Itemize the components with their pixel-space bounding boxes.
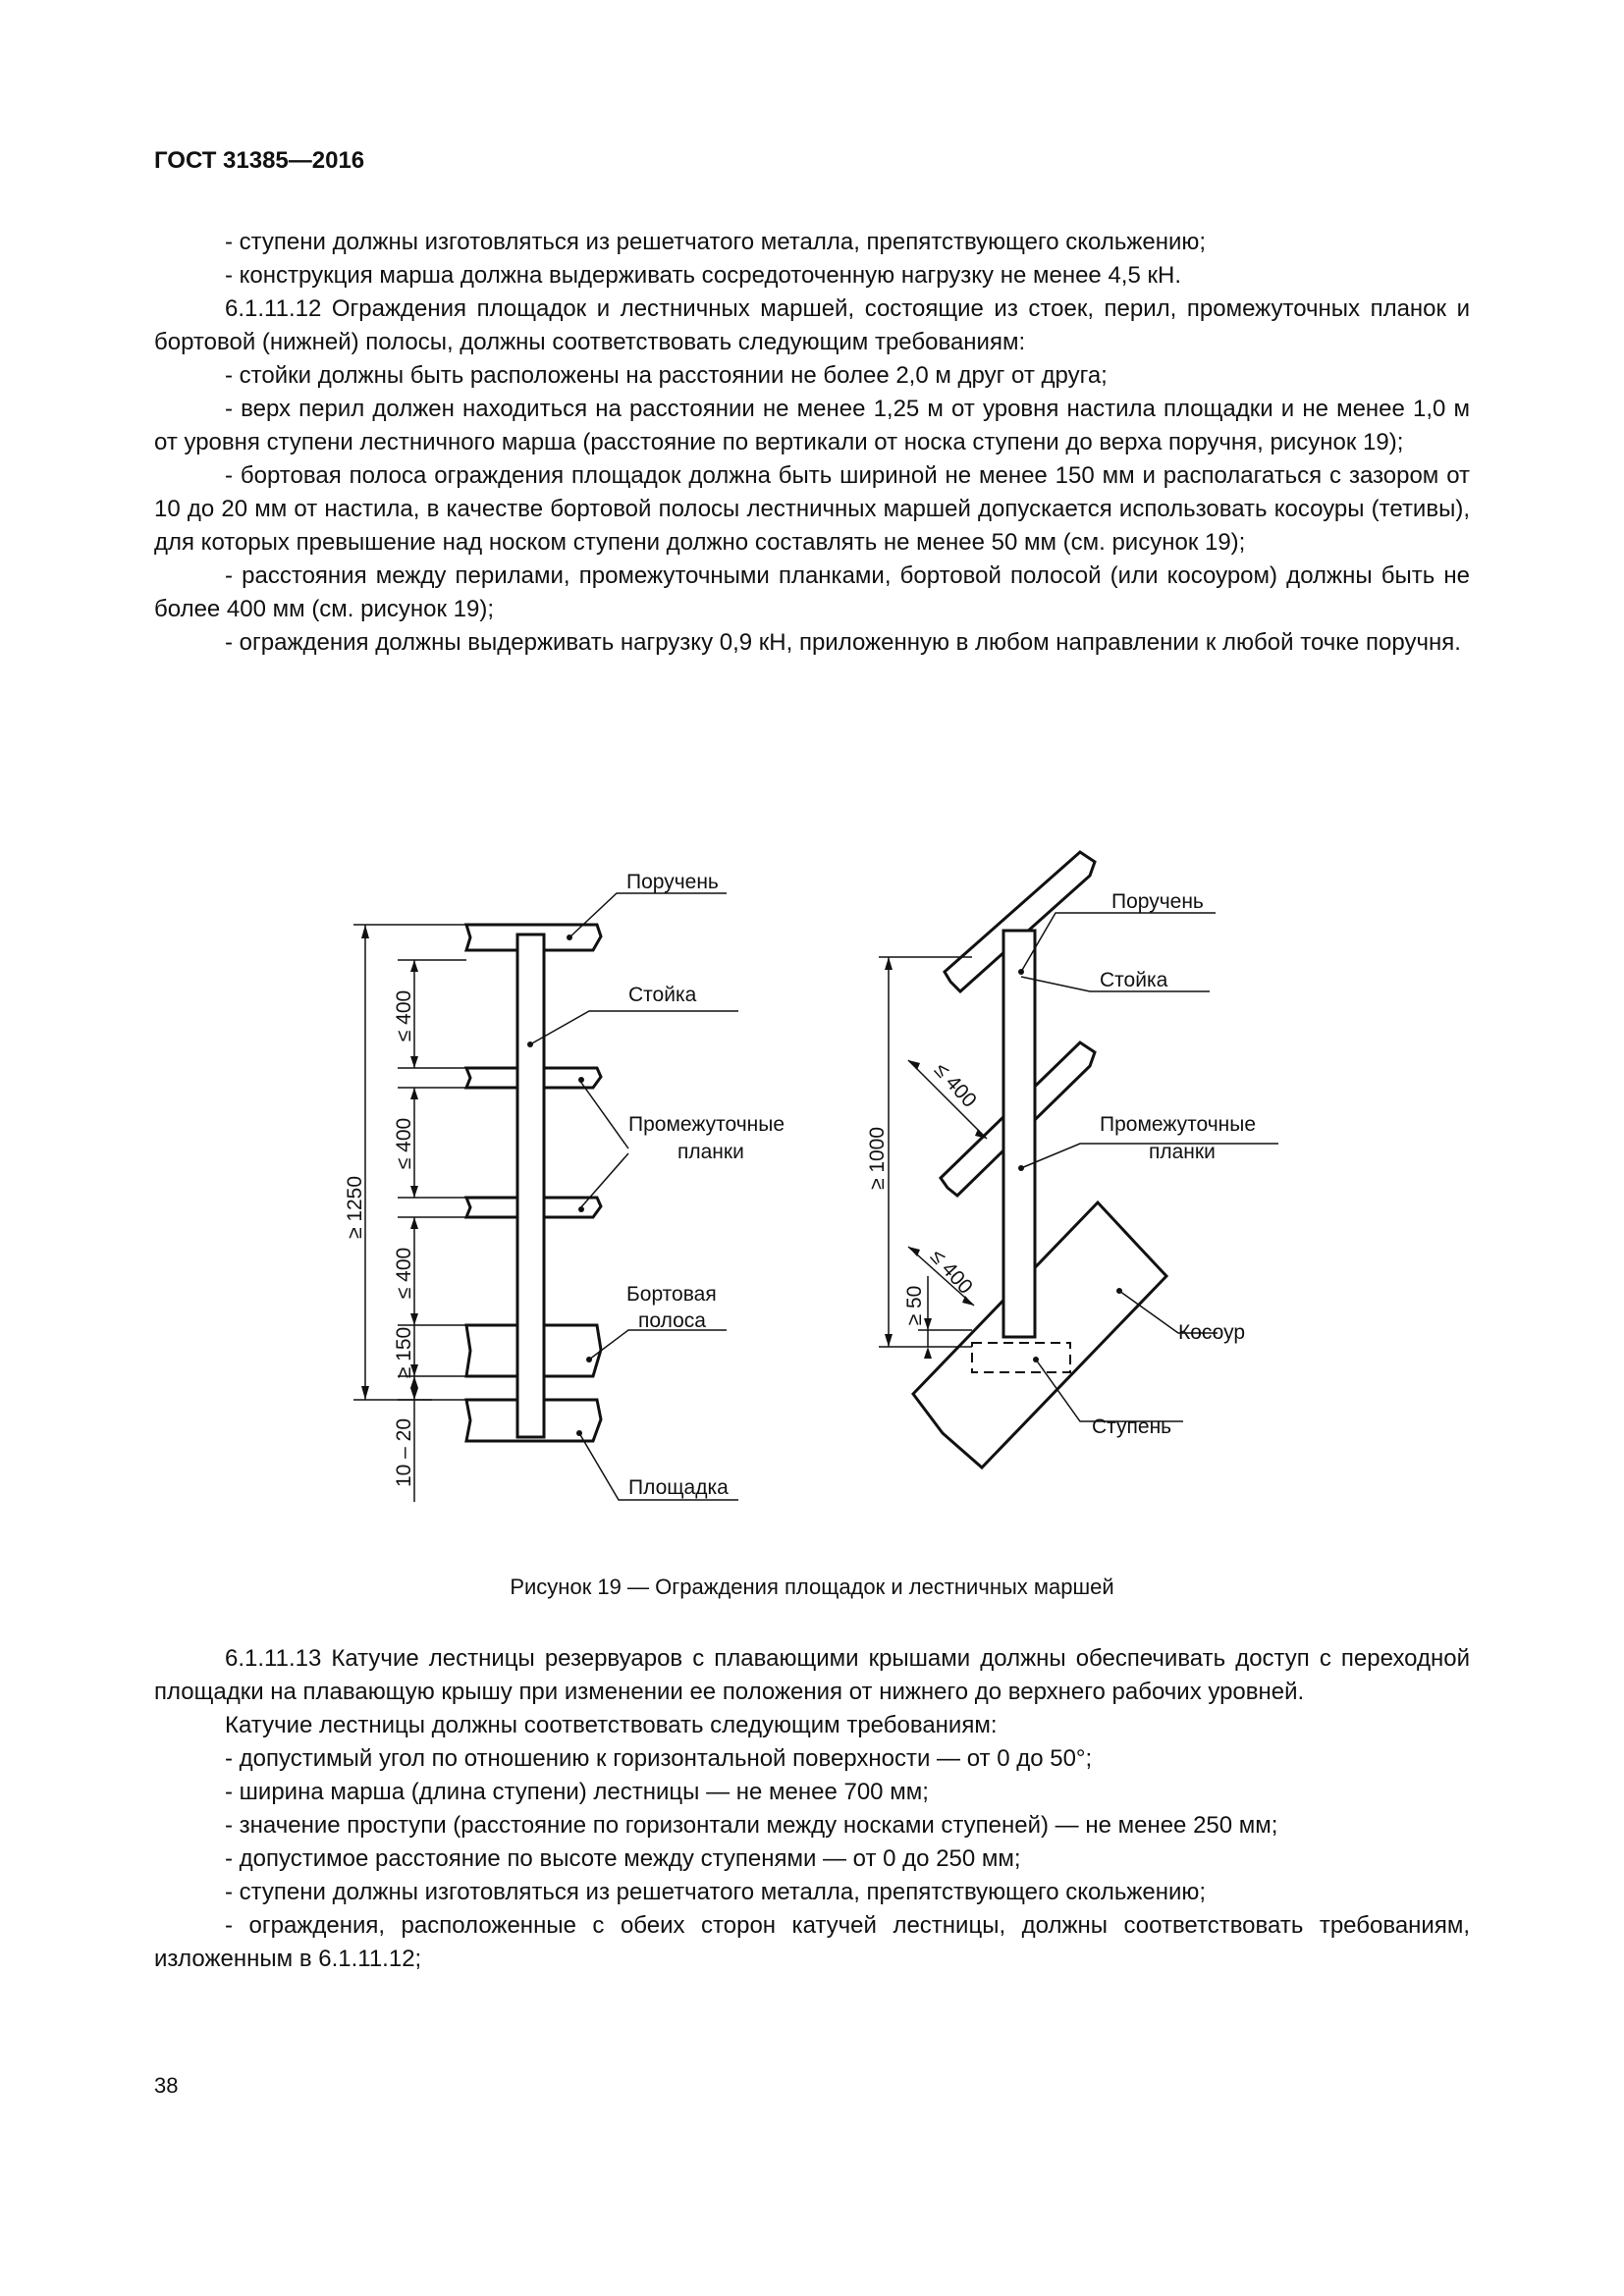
right-label-step: Ступень	[1092, 1415, 1172, 1438]
bottom-text-block	[154, 1642, 1470, 1976]
document-header: ГОСТ 31385—2016	[154, 147, 365, 174]
paragraph: - стойки должны быть расположены на расстоянии не более 2,0 м друг от друга;	[225, 362, 1108, 389]
paragraph: - значение проступи (расстояние по горизонтали между носками ступеней) — не менее 250 мм;	[225, 1812, 1278, 1839]
paragraph: - ограждения должны выдерживать нагрузку 0,9 кН, приложенную в любом направлении к любой точке поручня.	[225, 629, 1461, 656]
left-label-board-2: полоса	[638, 1309, 706, 1332]
right-label-handrail: Поручень	[1111, 890, 1204, 913]
right-label-mid-2: планки	[1149, 1141, 1216, 1163]
left-dim-150: ≥ 150	[393, 1326, 415, 1379]
figure-caption: Рисунок 19 — Ограждения площадок и лестничных маршей	[510, 1575, 1114, 1599]
paragraph: Катучие лестницы должны соответствовать следующим требованиям:	[225, 1712, 998, 1738]
left-label-mid-1: Промежуточные	[628, 1113, 785, 1136]
left-label-post: Стойка	[628, 984, 697, 1006]
page-number: 38	[154, 2073, 179, 2098]
paragraph: - допустимое расстояние по высоте между ступенями — от 0 до 250 мм;	[225, 1845, 1021, 1872]
paragraph: - допустимый угол по отношению к горизонтальной поверхности — от 0 до 50°;	[225, 1745, 1093, 1772]
left-label-handrail: Поручень	[626, 871, 719, 893]
right-dim-400-a: ≤ 400	[929, 1058, 981, 1112]
paragraph: - ступени должны изготовляться из решетчатого металла, препятствующего скольжению;	[225, 229, 1207, 255]
left-dim-total: ≥ 1250	[344, 1175, 366, 1240]
paragraph: 6.1.11.13 Катучие лестницы резервуаров с плавающими крышами должны обеспечивать доступ с переходной площадки на плавающую крышу при изменении ее положения от нижнего до верхнего рабочих уровней.	[154, 1645, 1470, 1705]
left-post	[517, 934, 544, 1437]
paragraph: - бортовая полоса ограждения площадок должна быть шириной не менее 150 мм и располагаться с зазором от 10 до 20 мм от настила, в качестве бортовой полосы лестничных маршей допускается использовать косоуры (тетивы), для которых превышение над носком ступени должно составлять не менее 50 мм (см. рисунок 19);	[154, 462, 1470, 556]
right-label-post: Стойка	[1100, 969, 1168, 991]
left-dim-400-c: ≤ 400	[393, 1247, 415, 1300]
paragraph: - расстояния между перилами, промежуточными планками, бортовой полосой (или косоуром) должны быть не более 400 мм (см. рисунок 19);	[154, 562, 1470, 622]
left-dim-400-a: ≤ 400	[393, 989, 415, 1042]
right-label-mid-1: Промежуточные	[1100, 1113, 1257, 1136]
right-dim-400-b: ≤ 400	[925, 1245, 977, 1299]
right-dim-50: ≥ 50	[903, 1285, 926, 1326]
paragraph: - верх перил должен находиться на расстоянии не менее 1,25 м от уровня настила площадки и не менее 1,0 м от уровня ступени лестничного марша (расстояние по вертикали от носка ступени до верха поручня, рисунок 19);	[154, 396, 1470, 455]
paragraph: - ступени должны изготовляться из решетчатого металла, препятствующего скольжению;	[225, 1879, 1207, 1905]
paragraph: - конструкция марша должна выдерживать сосредоточенную нагрузку не менее 4,5 кН.	[225, 262, 1181, 289]
left-dim-400-b: ≤ 400	[393, 1117, 415, 1170]
left-label-platform: Площадка	[628, 1476, 729, 1499]
left-dim-gap: 10 – 20	[393, 1417, 415, 1488]
left-label-mid-2: планки	[677, 1141, 744, 1163]
left-label-board-1: Бортовая	[626, 1283, 717, 1306]
right-dim-total: ≥ 1000	[866, 1126, 889, 1191]
paragraph: - ширина марша (длина ступени) лестницы — не менее 700 мм;	[225, 1779, 929, 1805]
right-label-stringer: Косоур	[1178, 1321, 1246, 1344]
right-post	[1003, 931, 1035, 1337]
paragraph: - ограждения, расположенные с обеих сторон катучей лестницы, должны соответствовать требованиям, изложенным в 6.1.11.12;	[154, 1912, 1470, 1972]
paragraph: 6.1.11.12 Ограждения площадок и лестничных маршей, состоящие из стоек, перил, промежуточных планок и бортовой (нижней) полосы, должны соответствовать следующим требованиям:	[154, 295, 1470, 355]
